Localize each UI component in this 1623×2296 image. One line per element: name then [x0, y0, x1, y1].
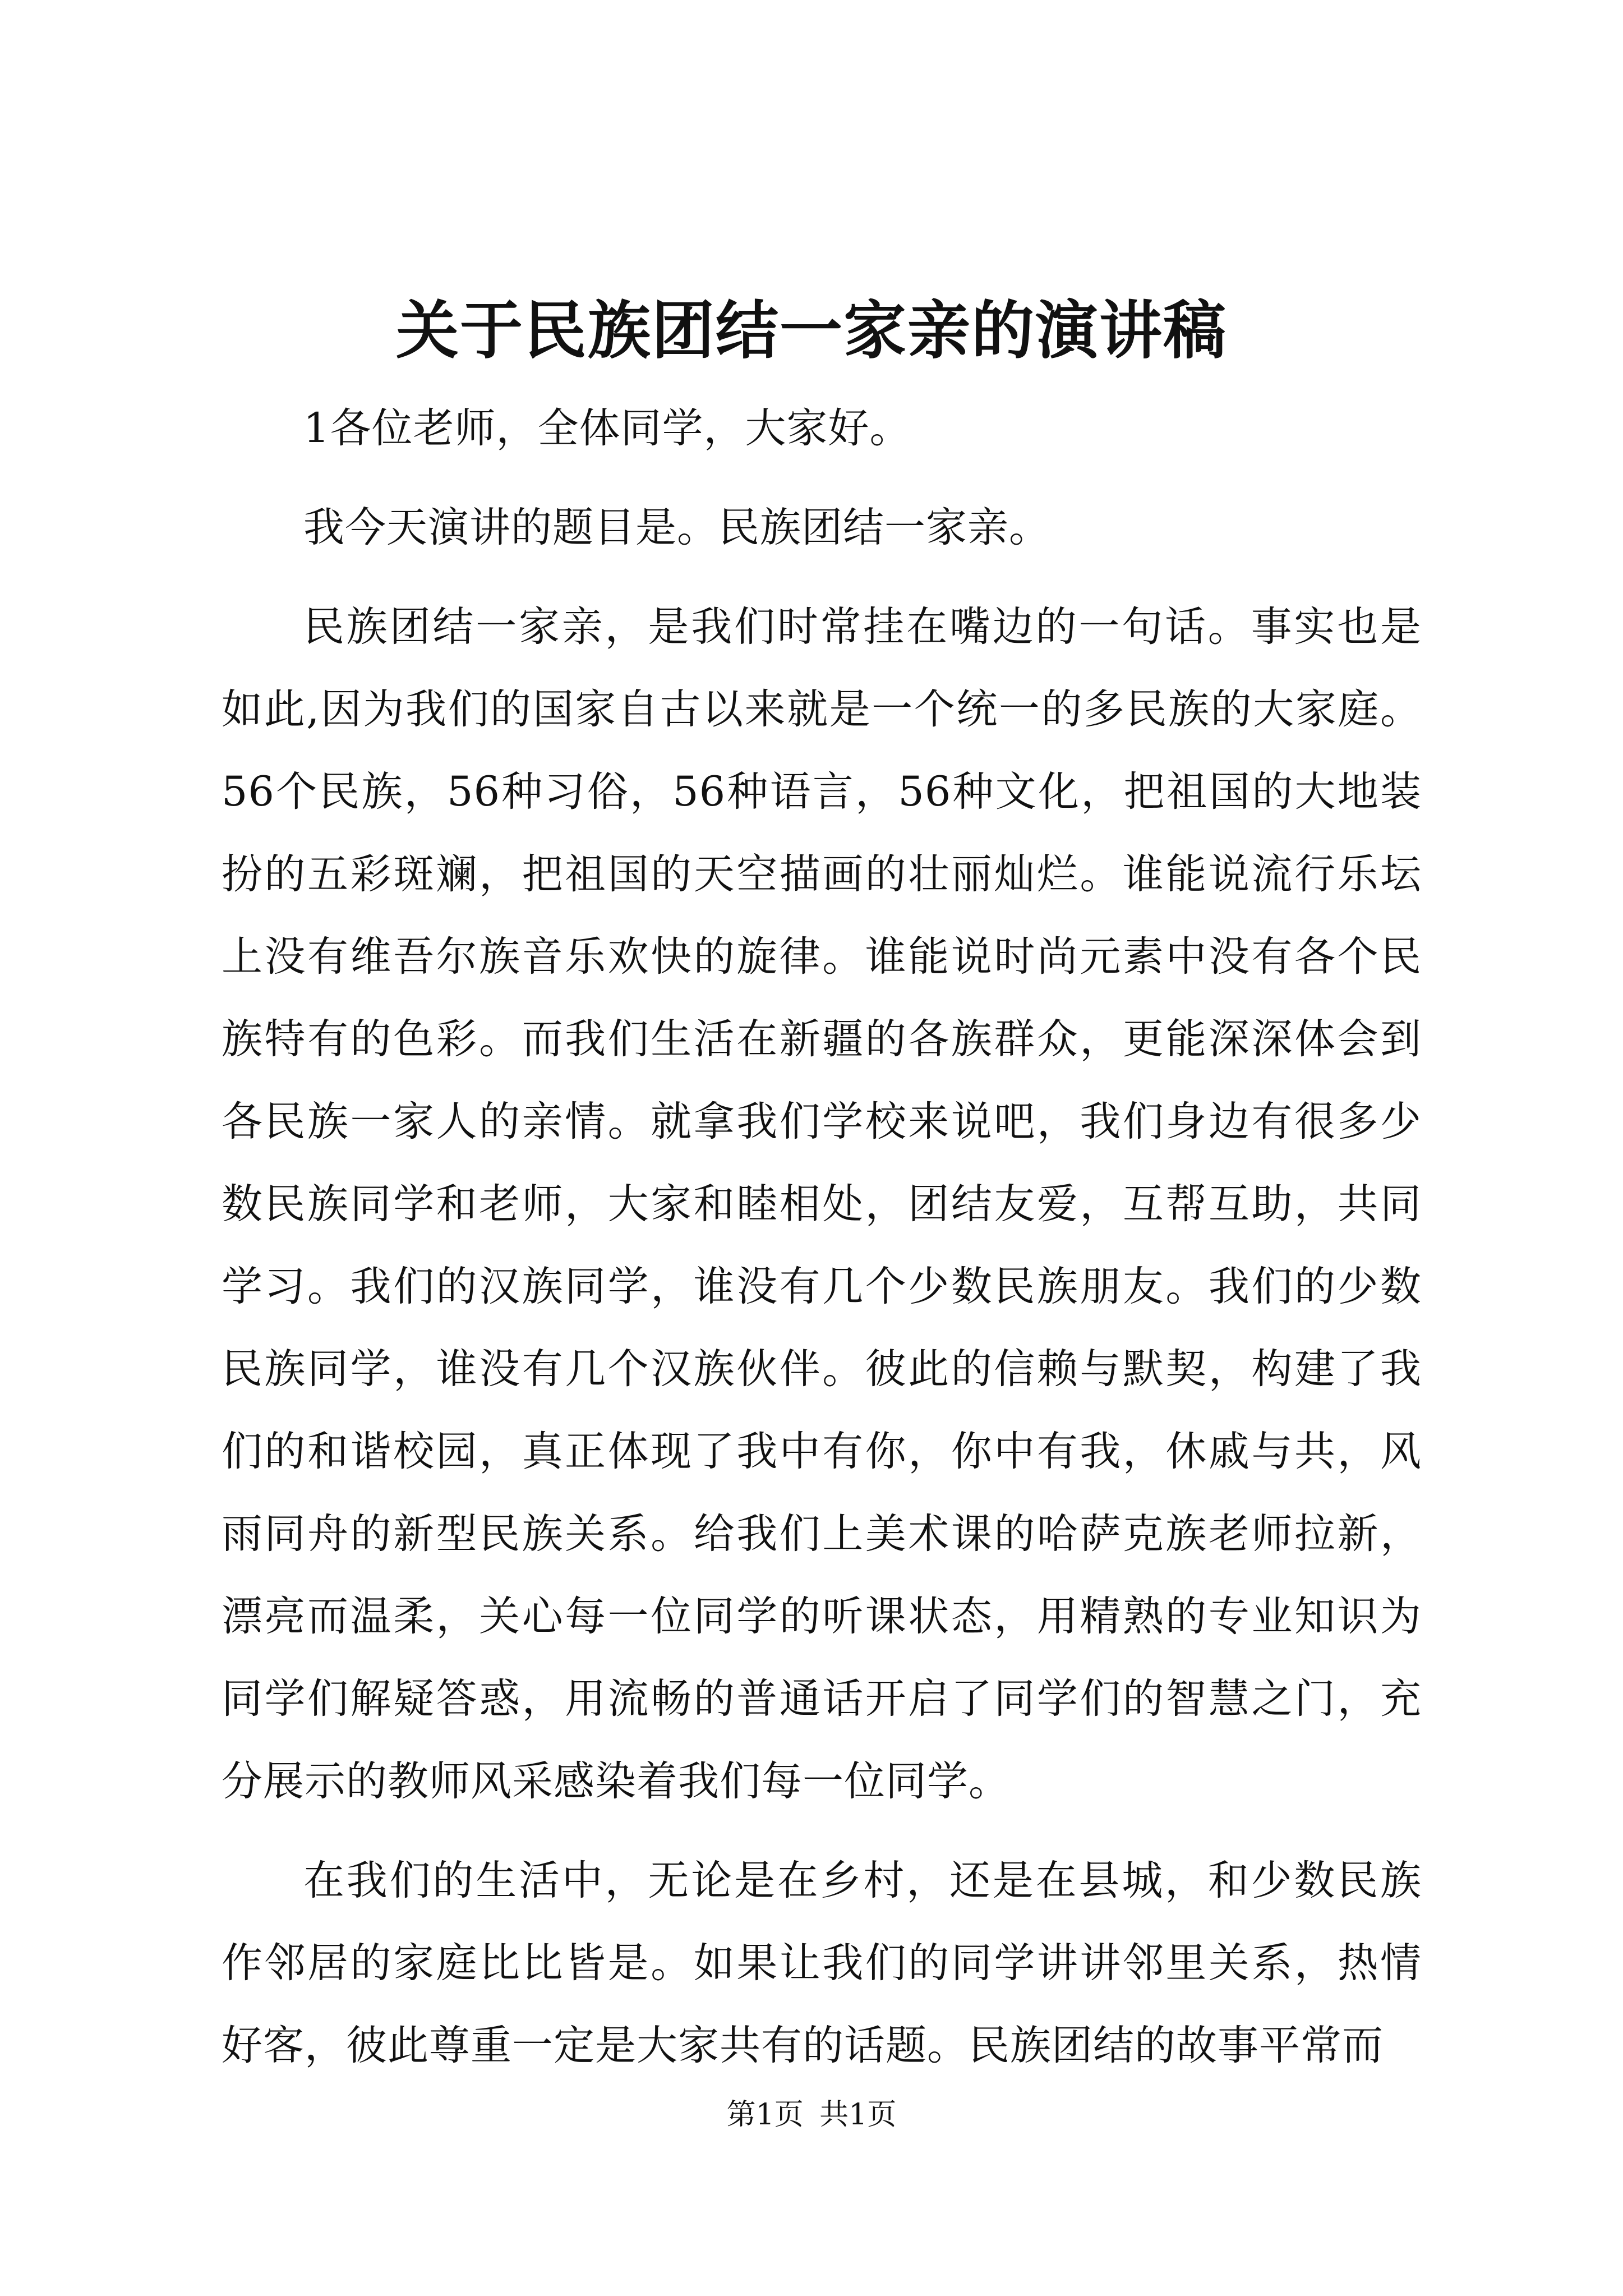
page-footer: [0, 2095, 1623, 2134]
page-total: 共1页: [819, 2098, 897, 2132]
paragraph-life: 在我们的生活中，无论是在乡村，还是在县城，和少数民族作邻居的家庭比比皆是。如果让我们的同学讲讲邻里关系，热情好客，彼此尊重一定是大家共有的话题。民族团结的故事平常而: [222, 1857, 1422, 2069]
paragraph-topic: 我今天演讲的题目是。民族团结一家亲。: [303, 504, 1050, 551]
document-title: 关于民族团结一家亲的演讲稿: [396, 294, 1227, 367]
page-number: 第1页: [726, 2098, 804, 2132]
paragraph-greeting: 1各位老师，全体同学，大家好。: [303, 404, 911, 452]
document-body: [222, 387, 1422, 2104]
paragraph-main: 民族团结一家亲，是我们时常挂在嘴边的一句话。事实也是如此,因为我们的国家自古以来就是一个统一的多民族的大家庭。56个民族，56种习俗，56种语言，56种文化，把祖国的大地装扮的五彩斑斓，把祖国的天空描画的壮丽灿烂。谁能说流行乐坛上没有维吾尔族音乐欢快的旋律。谁能说时尚元素中没有各个民族特有的色彩。而我们生活在新疆的各族群众，更能深深体会到各民族一家人的亲情。就拿我们学校来说吧，我们身边有很多少数民族同学和老师，大家和睦相处，团结友爱，互帮互助，共同学习。我们的汉族同学，谁没有几个少数民族朋友。我们的少数民族同学，谁没有几个汉族伙伴。彼此的信赖与默契，构建了我们的和谐校园，真正体现了我中有你，你中有我，休戚与共，风雨同舟的新型民族关系。给我们上美术课的哈萨克族老师拉新，漂亮而温柔，关心每一位同学的听课状态，用精熟的专业知识为同学们解疑答惑，用流畅的普通话开启了同学们的智慧之门，充分展示的教师风采感染着我们每一位同学。: [222, 603, 1422, 1805]
